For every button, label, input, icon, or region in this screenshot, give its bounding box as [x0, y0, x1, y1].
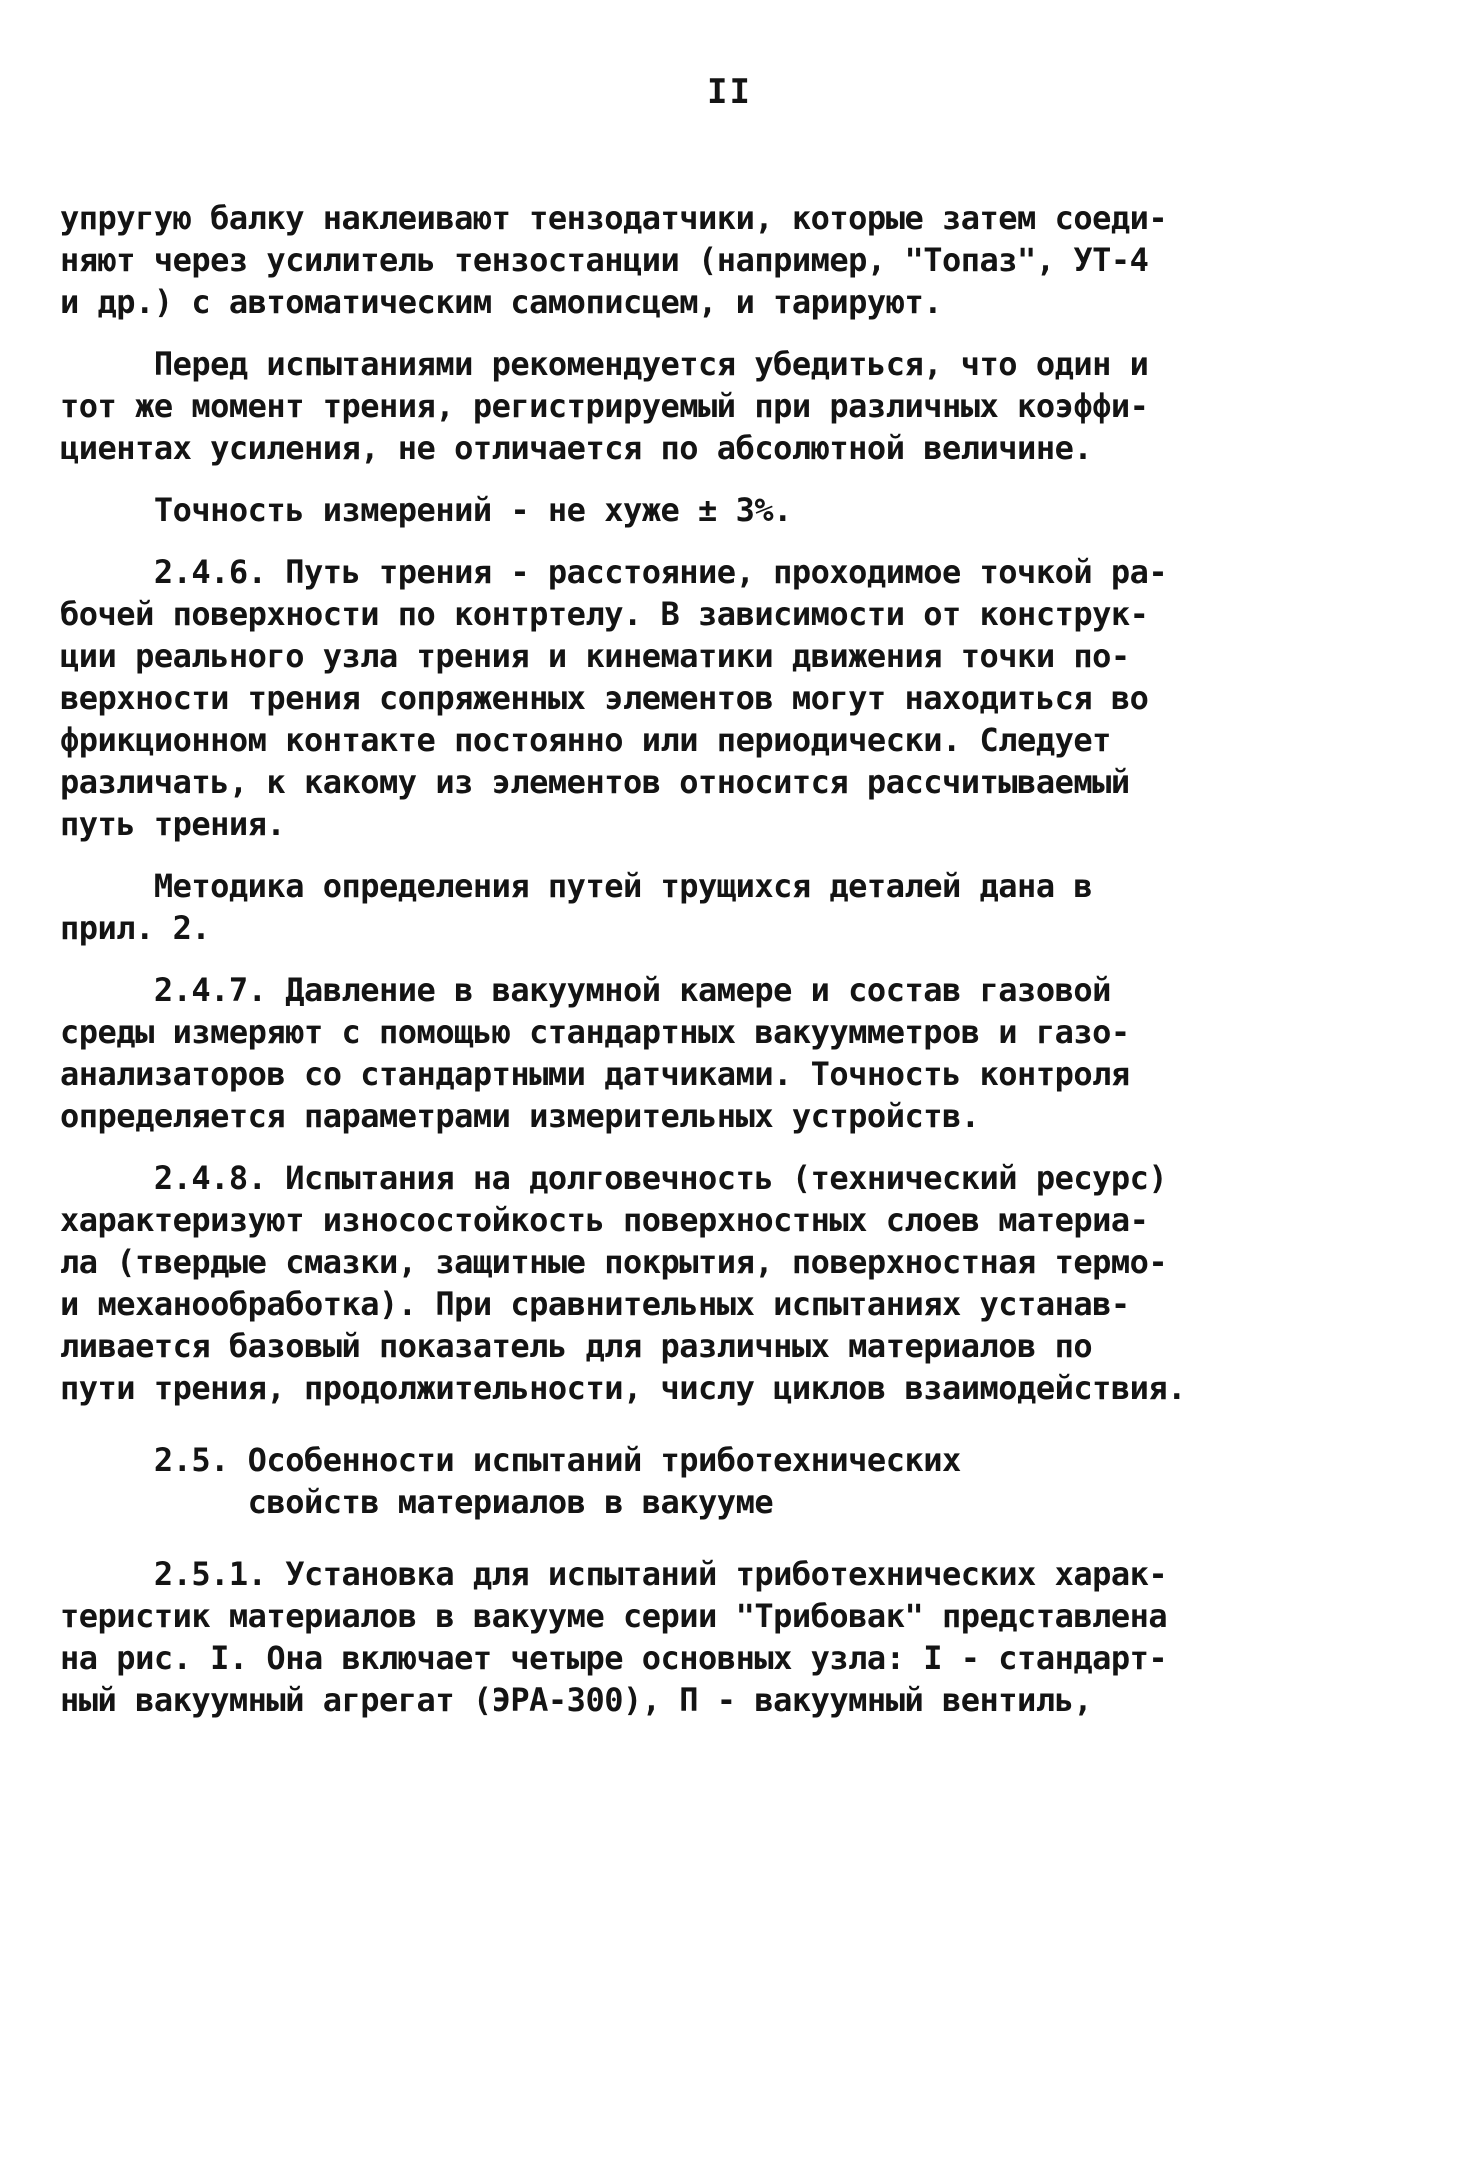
text-line: упругую балку наклеивают тензодатчики, которые затем соеди- — [60, 199, 1168, 237]
text-line: и др.) с автоматическим самописцем, и тарируют. — [60, 283, 942, 321]
text-line: различать, к какому из элементов относится рассчитываемый — [60, 763, 1130, 801]
text-line: Методика определения путей трущихся деталей дана в — [60, 867, 1093, 905]
text-line: няют через усилитель тензостанции (например, "Топаз", УТ-4 — [60, 241, 1149, 279]
text-line: среды измеряют с помощью стандартных вакуумметров и газо- — [60, 1013, 1130, 1051]
text-line: теристик материалов в вакууме серии "Трибовак" представлена — [60, 1597, 1168, 1635]
text-line: 2.5.1. Установка для испытаний триботехнических харак- — [60, 1555, 1168, 1593]
text-line: верхности трения сопряженных элементов могут находиться во — [60, 679, 1149, 717]
text-line: на рис. I. Она включает четыре основных узла: I - стандарт- — [60, 1639, 1168, 1677]
text-line: и механообработка). При сравнительных испытаниях устанав- — [60, 1285, 1130, 1323]
text-line: определяется параметрами измерительных устройств. — [60, 1097, 980, 1135]
text-line: характеризуют износостойкость поверхностных слоев материа- — [60, 1201, 1149, 1239]
text-line: ливается базовый показатель для различных материалов по — [60, 1327, 1093, 1365]
text-line: 2.4.7. Давление в вакуумной камере и состав газовой — [60, 971, 1111, 1009]
text-line: Точность измерений - не хуже ± 3%. — [60, 491, 792, 529]
text-line: ла (твердые смазки, защитные покрытия, поверхностная термо- — [60, 1243, 1168, 1281]
text-line: прил. 2. — [60, 909, 211, 947]
section-heading-line: свойств материалов в вакууме — [60, 1483, 774, 1521]
text-line: пути трения, продолжительности, числу циклов взаимодействия. — [60, 1369, 1186, 1407]
text-line: ции реального узла трения и кинематики движения точки по- — [60, 637, 1130, 675]
page-number: II — [707, 72, 752, 112]
text-line: ный вакуумный агрегат (ЭРА-300), П - вакуумный вентиль, — [60, 1681, 1093, 1719]
text-line: фрикционном контакте постоянно или периодически. Следует — [60, 721, 1111, 759]
text-line: Перед испытаниями рекомендуется убедиться, что один и — [60, 345, 1149, 383]
text-line: тот же момент трения, регистрируемый при различных коэффи- — [60, 387, 1149, 425]
text-line: бочей поверхности по контртелу. В зависимости от конструк- — [60, 595, 1149, 633]
text-line: 2.4.8. Испытания на долговечность (технический ресурс) — [60, 1159, 1168, 1197]
section-heading-line: 2.5. Особенности испытаний триботехнических — [60, 1441, 961, 1479]
text-line: циентах усиления, не отличается по абсолютной величине. — [60, 429, 1093, 467]
text-line: путь трения. — [60, 805, 286, 843]
text-line: анализаторов со стандартными датчиками. Точность контроля — [60, 1055, 1130, 1093]
text-line: 2.4.6. Путь трения - расстояние, проходимое точкой ра- — [60, 553, 1168, 591]
